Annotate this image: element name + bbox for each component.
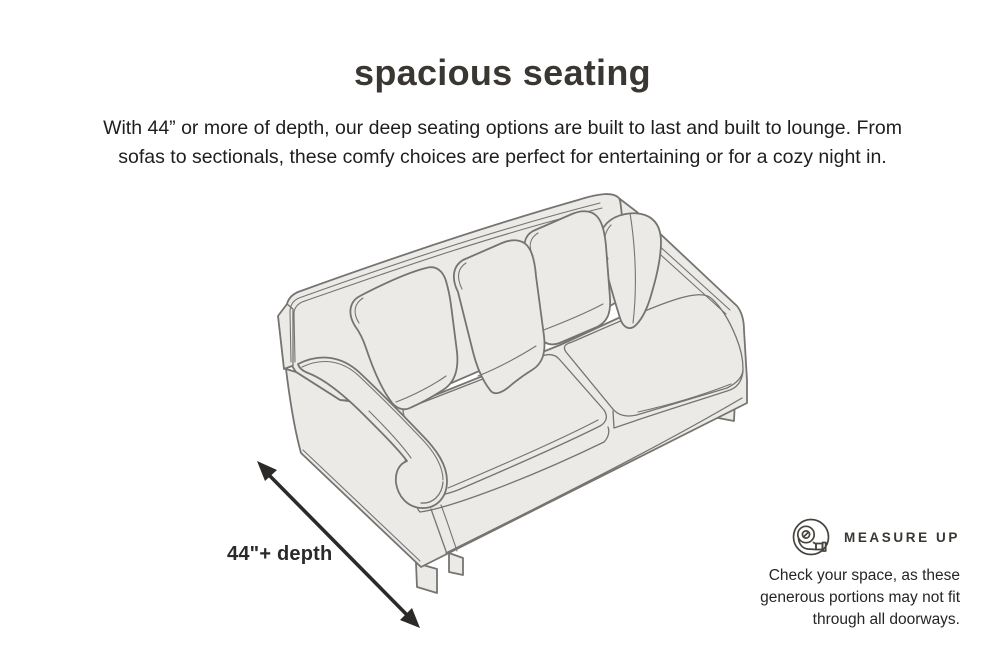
page-title: spacious seating	[354, 52, 651, 93]
depth-dimension-label: 44"+ depth	[227, 543, 333, 565]
measure-up-note-line: through all doorways.	[812, 611, 960, 628]
measure-up-note-line: generous portions may not fit	[760, 589, 960, 606]
measure-up-title: MEASURE UP	[843, 529, 960, 545]
measure-up-header	[630, 514, 960, 560]
intro-paragraph: With 44” or more of depth, our deep seating options are built to last and built to lounge. From sofas to sectionals, these comfy choices are perfect for entertaining or for a cozy night in.	[103, 117, 902, 168]
measure-up-note-line: Check your space, as these	[768, 567, 960, 584]
measure-up-note	[630, 565, 960, 631]
tape-measure-icon	[791, 517, 831, 557]
measure-up-callout	[630, 514, 960, 631]
